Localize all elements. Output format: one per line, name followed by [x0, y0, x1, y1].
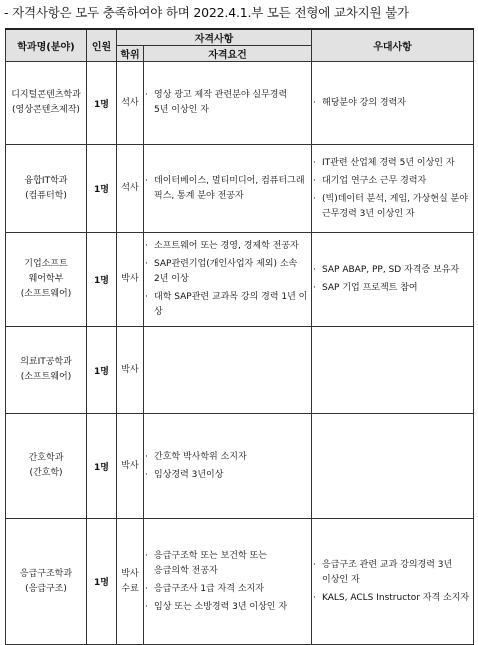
preferences-cell: [312, 519, 474, 645]
preference-item: [312, 558, 473, 588]
preference-item: [312, 281, 473, 296]
table-row: [6, 62, 474, 145]
count-cell: 1명: [87, 414, 117, 519]
item-line: · 임상경력 3년이상: [154, 469, 224, 480]
notice-text: - 자격사항은 모두 충족하여야 하며 2022.4.1.부 모든 전형에 교차지원 불가: [4, 5, 409, 20]
dept-line: (간호학): [29, 468, 63, 478]
requirements-cell: [144, 233, 312, 327]
degree-cell: [117, 519, 144, 645]
requirements-cell: [144, 145, 312, 233]
count-cell: 1명: [87, 233, 117, 327]
requirement-item: [144, 239, 311, 254]
preference-item: [312, 263, 473, 278]
preference-item: [312, 156, 473, 171]
preferences-cell: [312, 414, 474, 519]
header-count: 인원: [87, 29, 117, 62]
dept-cell: [6, 414, 87, 519]
preferences-cell: [312, 62, 474, 145]
dept-line: (컴퓨터학): [25, 190, 67, 201]
requirements-cell: [144, 327, 312, 414]
preference-item: [312, 174, 473, 189]
item-line: · 대기업 연구소 근무 경력자: [322, 175, 427, 186]
item-line: · 응급구조학 또는 보건학 또는: [154, 550, 267, 561]
item-line: · 응급구조 관련 교과 강의경력 3년: [322, 559, 453, 570]
item-line: 5년 이상인 자: [154, 105, 209, 115]
item-line: 이상인 자: [322, 574, 360, 585]
table-row: [6, 145, 474, 233]
table-header-row: [6, 29, 474, 46]
dept-line: (응급구조): [25, 583, 67, 594]
dept-line: 의료IT공학과: [20, 357, 72, 367]
degree-line: 박사: [121, 274, 139, 284]
degree-cell: [117, 145, 144, 233]
dept-cell: [6, 519, 87, 645]
header-dept: 학과명(분야): [6, 29, 87, 62]
preference-item: [312, 591, 473, 606]
item-line: · SAP관련기업(개인사업자 제외) 소속: [154, 259, 298, 269]
count-cell: 1명: [87, 519, 117, 645]
count-cell: 1명: [87, 145, 117, 233]
item-line: · (빅)데이터 분석, 게임, 가상현실 분야: [322, 193, 468, 204]
item-line: 2년 이상: [154, 274, 189, 284]
degree-line: 박사: [121, 568, 139, 579]
preferences-cell: [312, 327, 474, 414]
requirement-item: [144, 257, 311, 287]
dept-line: 웨어학부: [28, 274, 64, 284]
dept-cell: [6, 327, 87, 414]
item-line: · SAP 기업 프로젝트 참여: [322, 283, 418, 293]
count-cell: 1명: [87, 327, 117, 414]
requirement-item: [144, 450, 311, 465]
dept-cell: [6, 233, 87, 327]
requirements-cell: [144, 62, 312, 145]
dept-line: 융합IT학과: [24, 175, 68, 186]
requirements-table: [5, 28, 474, 645]
degree-line: 석사: [121, 183, 139, 193]
degree-cell: [117, 327, 144, 414]
table-row: [6, 327, 474, 414]
table-row: [6, 414, 474, 519]
requirements-cell: [144, 414, 312, 519]
dept-line: 응급구조학과: [19, 568, 73, 579]
item-line: · SAP ABAP, PP, SD 자격증 보유자: [322, 265, 460, 275]
header-preference: 우대사항: [312, 29, 474, 62]
requirements-cell: [144, 519, 312, 645]
degree-line: 석사: [121, 97, 139, 108]
degree-line: 박사: [121, 460, 139, 471]
item-line: · 해당분야 강의 경력자: [322, 97, 406, 108]
dept-cell: [6, 145, 87, 233]
degree-line: 박사: [121, 364, 139, 375]
table-row: [6, 233, 474, 327]
header-requirements: 자격요건: [144, 46, 312, 62]
degree-line: 수료: [121, 583, 139, 594]
count-cell: 1명: [87, 62, 117, 145]
dept-line: (소프트웨어): [20, 372, 72, 382]
item-line: 근무경력 3년 이상인 자: [322, 208, 415, 219]
requirement-item: [144, 290, 311, 320]
dept-line: (소프트웨어): [20, 289, 72, 299]
item-line: · IT관련 산업체 경력 5년 이상인 자: [322, 157, 455, 168]
table-row: [6, 519, 474, 645]
item-line: 응급의학 전공자: [154, 565, 218, 576]
item-line: 픽스, 통계 분야 전공자: [154, 190, 244, 201]
item-line: · 대학 SAP관련 교과목 강의 경력 1년 이상: [154, 292, 308, 317]
dept-line: 디지털콘텐츠학과: [11, 90, 81, 100]
requirement-item: [144, 174, 311, 204]
item-line: · 영상 광고 제작 관련분야 실무경력: [154, 90, 288, 100]
preference-item: [312, 192, 473, 222]
requirement-item: [144, 549, 311, 579]
item-line: · 응급구조사 1급 자격 소지자: [154, 583, 264, 594]
item-line: · KALS, ACLS Instructor 자격 소지자: [322, 592, 470, 603]
header-degree: 학위: [117, 46, 144, 62]
table-body: [6, 62, 474, 645]
degree-cell: [117, 414, 144, 519]
item-line: · 소프트웨어 또는 경영, 경제학 전공자: [154, 241, 299, 251]
requirement-item: [144, 582, 311, 597]
header-qualification: 자격사항: [117, 29, 312, 46]
degree-cell: [117, 62, 144, 145]
requirement-item: [144, 600, 311, 615]
item-line: · 간호학 박사학위 소지자: [154, 451, 247, 462]
dept-cell: [6, 62, 87, 145]
requirement-item: [144, 88, 311, 118]
dept-line: 간호학과: [28, 453, 64, 463]
preference-item: [312, 96, 473, 111]
preferences-cell: [312, 233, 474, 327]
requirement-item: [144, 468, 311, 483]
item-line: · 데이터베이스, 멀티미디어, 컴퓨터그래: [154, 175, 305, 186]
dept-line: (영상콘텐츠제작): [12, 105, 80, 115]
preferences-cell: [312, 145, 474, 233]
dept-line: 기업소프트: [24, 259, 68, 269]
degree-cell: [117, 233, 144, 327]
item-line: · 임상 또는 소방경력 3년 이상인 자: [154, 601, 288, 612]
